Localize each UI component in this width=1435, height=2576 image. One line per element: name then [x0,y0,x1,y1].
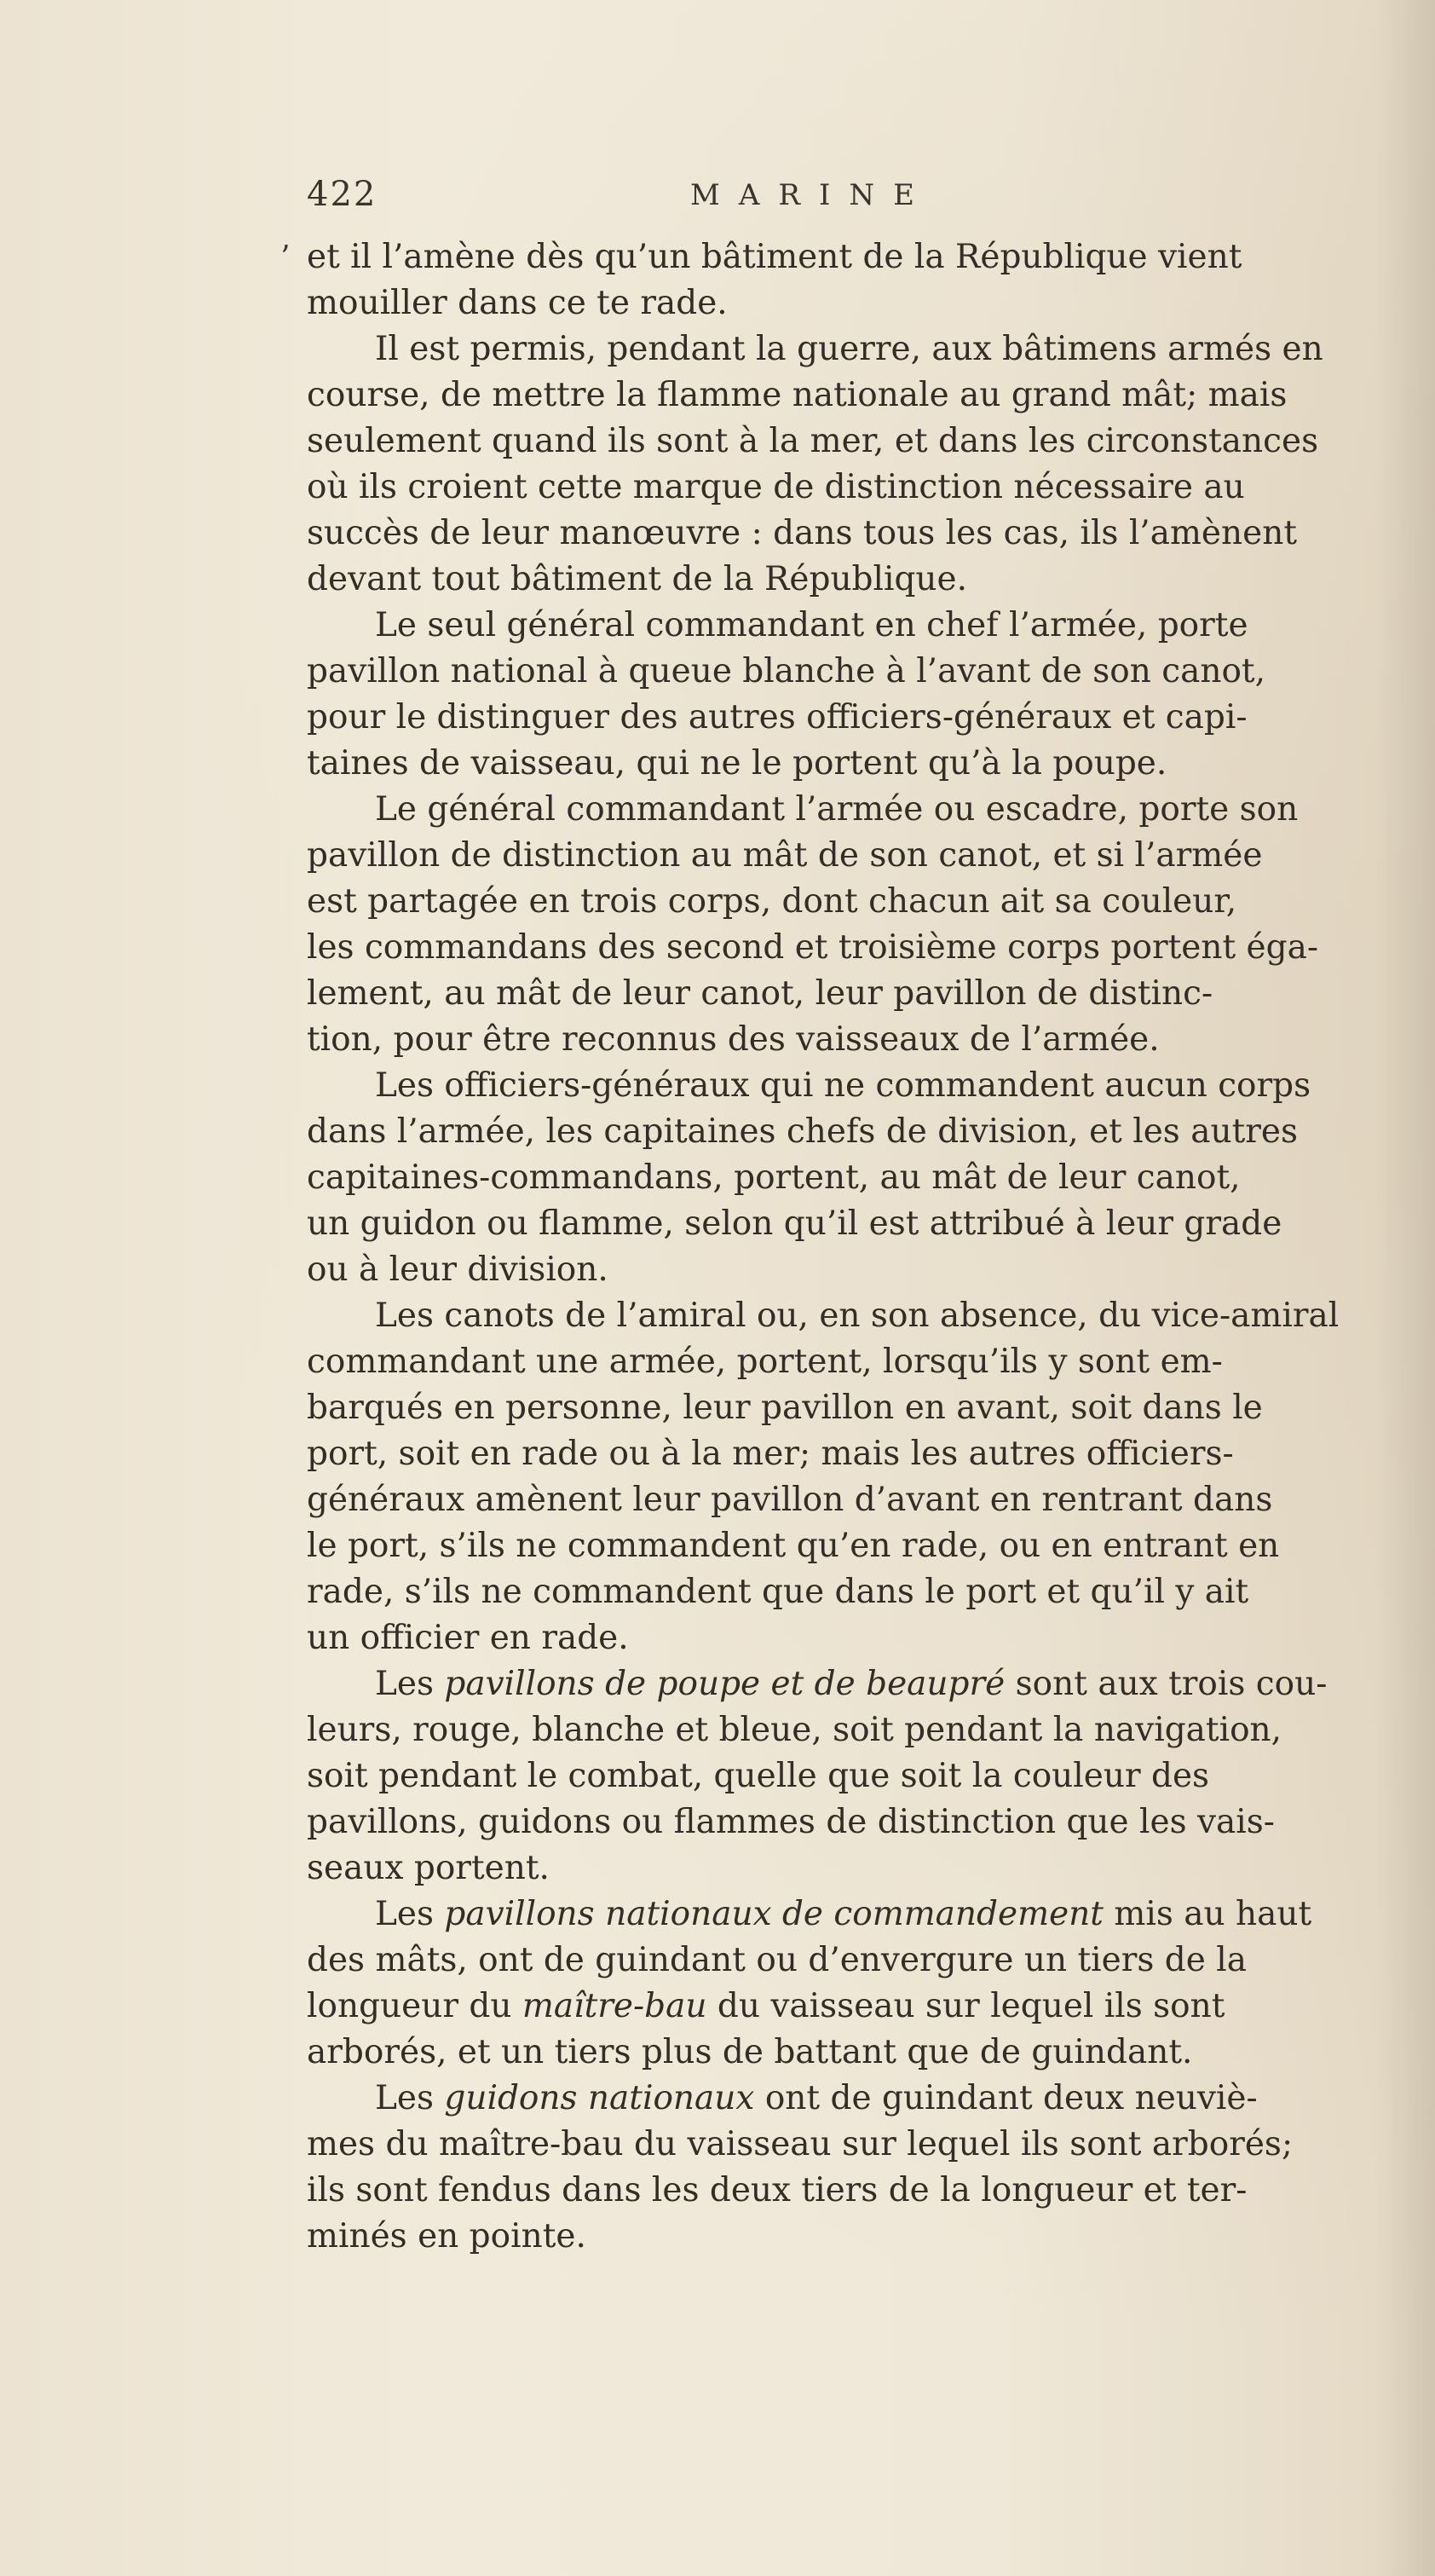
text-line: et il l’amène dès qu’un bâtiment de la République vient [307,238,1242,276]
text-line: généraux amènent leur pavillon d’avant en rentrant dans [307,1481,1273,1519]
text-line: pavillons, guidons ou flammes de distinction que les vais- [307,1803,1275,1841]
text-line: où ils croient cette marque de distinction nécessaire au [307,468,1245,506]
italic-term: guidons nationaux [444,2079,755,2117]
text-run: longueur du [307,1987,512,2025]
text-line: Les officiers-généraux qui ne commandent aucun corps [375,1066,1311,1105]
text-line [307,1987,1225,2025]
text-line: Les canots de l’amiral ou, en son absence, du vice-amiral [375,1297,1340,1335]
text-line: lement, au mât de leur canot, leur pavillon de distinc- [307,974,1213,1013]
text-line: Il est permis, pendant la guerre, aux bâtimens armés en [375,330,1323,368]
text-line: Le seul général commandant en chef l’armée, porte [375,606,1248,644]
italic-term: pavillons nationaux de commandement [444,1895,1104,1933]
text-line: barqués en personne, leur pavillon en avant, soit dans le [307,1389,1263,1427]
running-head: MARINE [690,178,933,212]
text-line: course, de mettre la flamme nationale au grand mât; mais [307,376,1288,414]
text-line [375,2079,1258,2117]
text-line: capitaines-commandans, portent, au mât de leur canot, [307,1158,1241,1197]
text-line: pavillon national à queue blanche à l’avant de son canot, [307,652,1266,690]
text-line: minés en pointe. [307,2217,586,2255]
text-line: mouiller dans ce te rade. [307,284,728,322]
text-line: pour le distinguer des autres officiers-généraux et capi- [307,698,1248,736]
text-line: devant tout bâtiment de la République. [307,560,968,598]
text-line: tion, pour être reconnus des vaisseaux de l’armée. [307,1020,1160,1059]
text-run: du vaisseau sur lequel ils sont [717,1987,1225,2025]
text-line [375,1897,1311,1931]
text-line: leurs, rouge, blanche et bleue, soit pendant la navigation, [307,1711,1282,1749]
text-line: est partagée en trois corps, dont chacun ait sa couleur, [307,882,1237,921]
text-line: succès de leur manœuvre : dans tous les cas, ils l’amènent [307,514,1298,552]
text-line: ou à leur division. [307,1250,608,1289]
page-header [307,175,1074,226]
text-line: les commandans des second et troisième corps portent éga- [307,928,1319,967]
text-run: Les [375,2079,434,2117]
text-line: Le général commandant l’armée ou escadre, porte son [375,790,1299,829]
margin-mark: ʼ [280,240,290,275]
text-line: taines de vaisseau, qui ne le portent qu’à la poupe. [307,744,1167,783]
text-run: ont de guindant deux neuviè- [764,2079,1258,2117]
text-run: sont aux trois cou- [1015,1665,1328,1703]
text-line: un guidon ou flamme, selon qu’il est attribué à leur grade [307,1204,1282,1243]
text-line: dans l’armée, les capitaines chefs de division, et les autres [307,1112,1298,1151]
text-run: mis au haut [1114,1895,1312,1933]
text-line: commandant une armée, portent, lorsqu’ils y sont em- [307,1343,1223,1381]
text-line: mes du maître-bau du vaisseau sur lequel ils sont arborés; [307,2125,1294,2163]
text-line: seulement quand ils sont à la mer, et dans les circonstances [307,422,1319,460]
body-text [307,240,1435,2337]
text-run: Les [375,1895,434,1933]
text-line: ils sont fendus dans les deux tiers de la longueur et ter- [307,2171,1248,2209]
italic-term: pavillons de poupe et de beaupré [444,1665,1006,1703]
text-line: un officier en rade. [307,1619,629,1657]
text-line [375,1667,1327,1701]
italic-term: maître-bau [522,1987,707,2025]
text-line: le port, s’ils ne commandent qu’en rade, ou en entrant en [307,1527,1280,1565]
text-line: rade, s’ils ne commandent que dans le port et qu’il y ait [307,1573,1249,1611]
text-line: seaux portent. [307,1849,550,1887]
text-line: soit pendant le combat, quelle que soit la couleur des [307,1757,1210,1795]
page-number: 422 [307,175,377,214]
text-line: arborés, et un tiers plus de battant que de guindant. [307,2033,1193,2071]
text-line: pavillon de distinction au mât de son canot, et si l’armée [307,836,1263,875]
text-line: port, soit en rade ou à la mer; mais les autres officiers- [307,1435,1234,1473]
text-line: des mâts, ont de guindant ou d’envergure un tiers de la [307,1941,1247,1979]
text-run: Les [375,1665,434,1703]
